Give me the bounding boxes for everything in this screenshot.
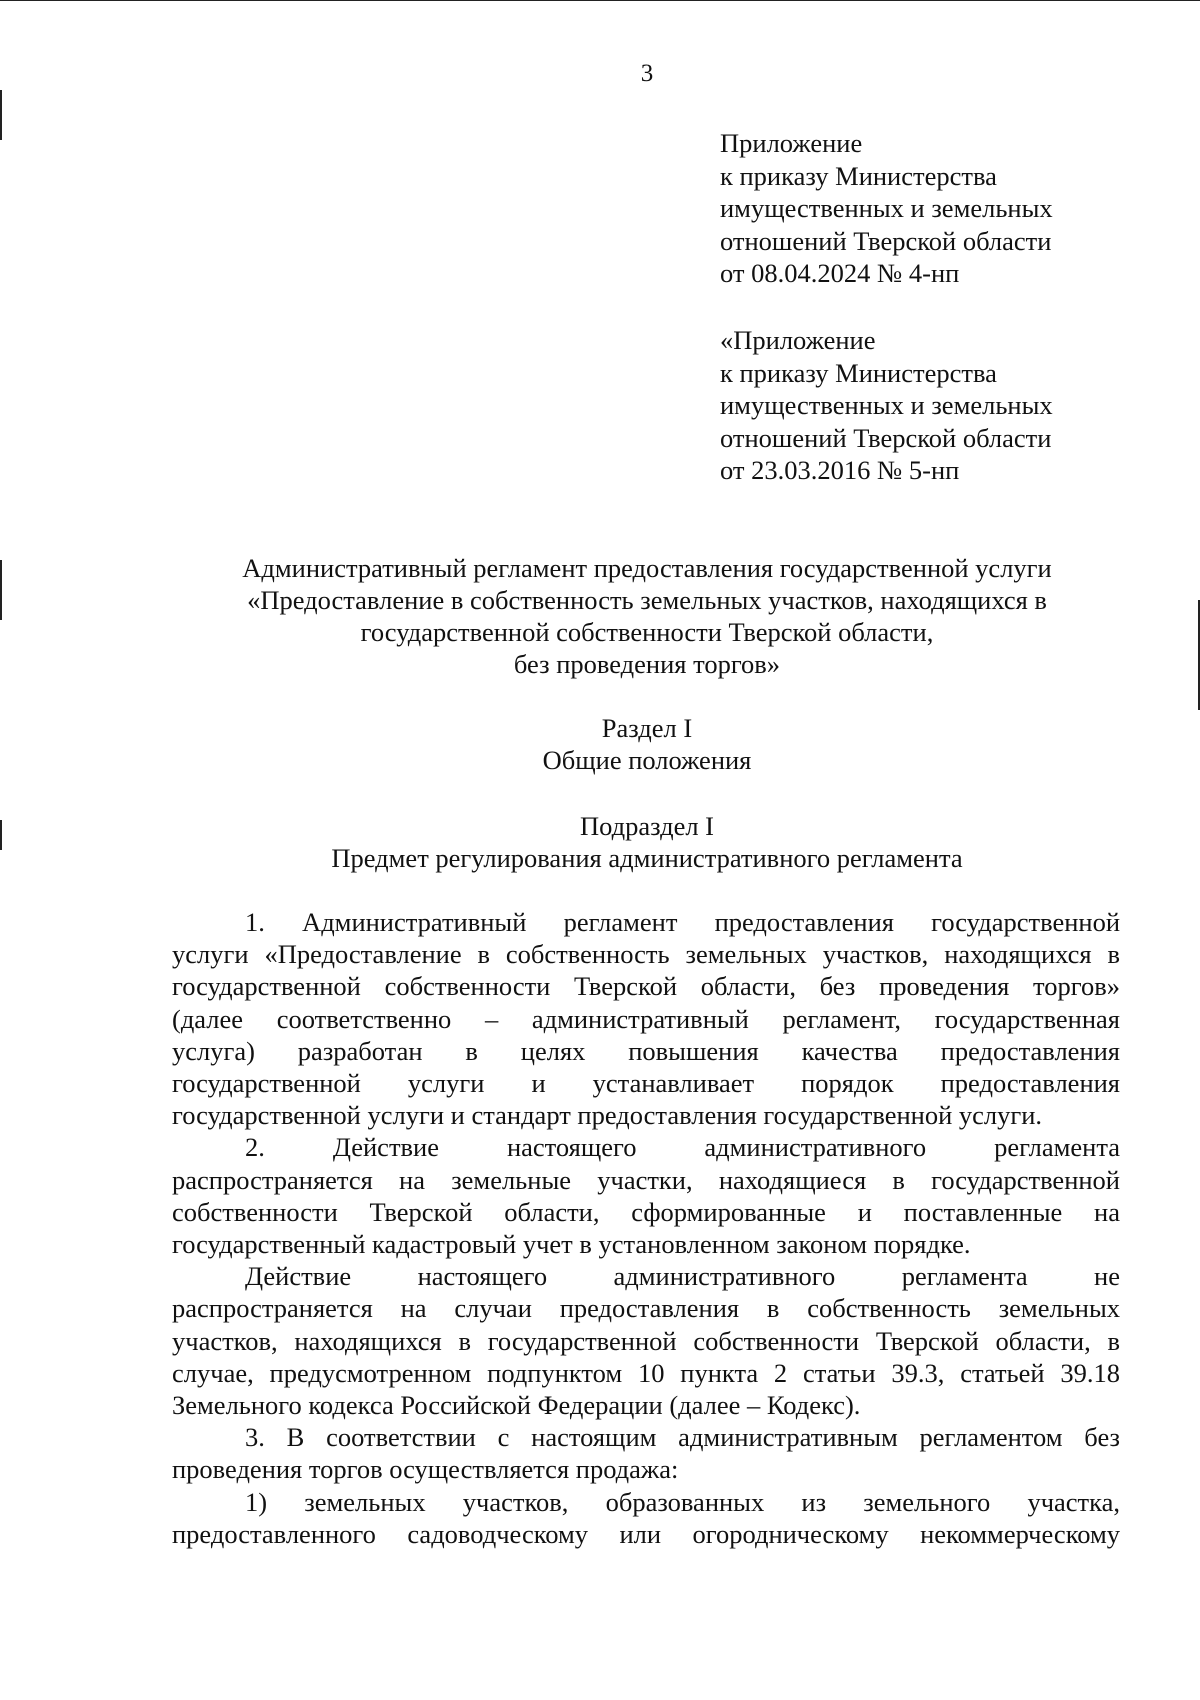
- text-line: собственности Тверской области, сформированные и поставленные на: [172, 1196, 1120, 1227]
- text-line: государственной услуги и стандарт предоставления государственной услуги.: [172, 1100, 1043, 1131]
- text-line: 1) земельных участков, образованных из земельного участка,: [245, 1486, 1120, 1517]
- text-line: участков, находящихся в государственной собственности Тверской области, в: [172, 1325, 1120, 1356]
- appendix-line: имущественных и земельных: [720, 193, 1053, 223]
- text-line: 1. Административный регламент предоставления государственной: [245, 907, 1120, 937]
- appendix-line: к приказу Министерства: [720, 160, 997, 191]
- title-line: без проведения торгов»: [513, 649, 781, 679]
- text-line: 2. Действие настоящего административного регламента: [245, 1132, 1120, 1163]
- text-line: распространяется на случаи предоставления в собственность земельных: [172, 1293, 1120, 1324]
- appendix-line: от 08.04.2024 № 4-нп: [720, 258, 960, 288]
- scan-edge-left-mark: [0, 90, 2, 140]
- text-line: (далее соответственно – административный регламент, государственная: [172, 1003, 1120, 1034]
- paragraph: [172, 1421, 1120, 1485]
- subsection-name: Предмет регулирования административного регламента: [331, 843, 963, 873]
- text-line: государственной услуги и устанавливает порядок предоставления: [172, 1068, 1120, 1099]
- appendix-line: от 23.03.2016 № 5-нп: [720, 455, 960, 485]
- title-line: государственной собственности Тверской области,: [360, 617, 934, 647]
- scan-edge-top: [0, 0, 1200, 1]
- section-number: Раздел I: [601, 713, 693, 743]
- paragraph: [172, 1486, 1120, 1550]
- body-text: [172, 906, 1120, 1550]
- text-line: предоставленного садоводческому или огородническому некоммерческому: [172, 1518, 1120, 1549]
- text-line: 3. В соответствии с настоящим административным регламентом без: [245, 1422, 1120, 1453]
- title-line: «Предоставление в собственность земельных участков, находящихся в: [247, 585, 1047, 615]
- scan-edge-left-mark: [0, 820, 2, 850]
- appendix-line: отношений Тверской области: [720, 422, 1052, 453]
- appendix-header-current: [720, 127, 1160, 290]
- appendix-line: «Приложение: [720, 325, 876, 355]
- text-line: распространяется на земельные участки, находящиеся в государственной: [172, 1164, 1120, 1195]
- text-line: услуга) разработан в целях повышения качества предоставления: [172, 1035, 1120, 1066]
- text-line: случае, предусмотренном подпунктом 10 пункта 2 статьи 39.3, статьей 39.18: [172, 1357, 1120, 1388]
- subsection-heading: [150, 810, 1144, 874]
- paragraph: [172, 906, 1120, 1131]
- paragraph: [172, 1131, 1120, 1260]
- section-heading: [150, 712, 1144, 776]
- text-line: Действие настоящего административного регламента не: [245, 1261, 1120, 1292]
- text-line: Земельного кодекса Российской Федерации (далее – Кодекс).: [172, 1390, 861, 1421]
- text-line: услуги «Предоставление в собственность земельных участков, находящихся в: [172, 939, 1120, 970]
- appendix-line: к приказу Министерства: [720, 357, 997, 388]
- text-line: проведения торгов осуществляется продажа:: [172, 1454, 679, 1485]
- appendix-line: имущественных и земельных: [720, 390, 1053, 420]
- page-number: 3: [640, 60, 654, 87]
- appendix-line: отношений Тверской области: [720, 225, 1052, 256]
- paragraph: [172, 1260, 1120, 1421]
- appendix-line: Приложение: [720, 128, 863, 158]
- text-line: государственной собственности Тверской области, без проведения торгов»: [172, 971, 1120, 1002]
- document-title: [150, 552, 1144, 680]
- section-name: Общие положения: [542, 745, 752, 775]
- text-line: государственный кадастровый учет в установленном законом порядке.: [172, 1229, 971, 1260]
- appendix-header-previous: [720, 324, 1160, 487]
- scan-edge-left-mark: [0, 560, 2, 620]
- subsection-number: Подраздел I: [579, 811, 715, 841]
- title-line: Административный регламент предоставления государственной услуги: [242, 553, 1052, 583]
